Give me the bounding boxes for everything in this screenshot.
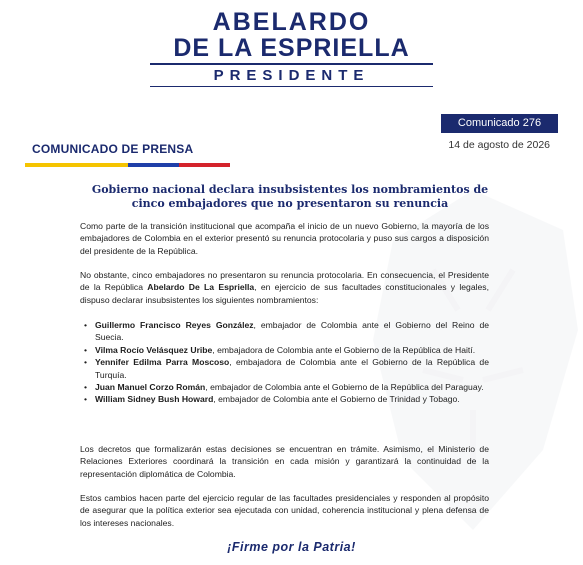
paragraph-3: Los decretos que formalizarán estas decisiones se encuentran en trámite. Asimismo, el Ministerio de Relaciones Exteriores coordinará la transición en cada misión y garantizará la continuidad de la representación diplomática de Colombia. — [80, 444, 489, 479]
logo-underline — [150, 86, 433, 87]
list-item — [95, 344, 489, 356]
communique-number-badge: Comunicado 276 — [441, 114, 558, 133]
list-item — [95, 381, 489, 393]
list-item — [95, 319, 489, 344]
headline — [80, 183, 500, 211]
flag-red-band — [179, 163, 230, 167]
ambassador-post: , embajadora de Colombia ante el Gobierno de la República de Haití. — [212, 344, 476, 355]
paragraph-1: Como parte de la transición institucional que acompaña el inicio de un nuevo Gobierno, la mayoría de los embajadores de Colombia en el exterior presentó su renuncia protocolaria y puso sus cargos a disposición del presidente de la República. — [80, 221, 489, 256]
flag-yellow-band — [25, 163, 128, 167]
closing-slogan: ¡Firme por la Patria! — [227, 540, 356, 554]
ambassador-name: Guillermo Francisco Reyes González — [95, 320, 254, 330]
logo-line-1: ABELARDO — [212, 8, 371, 36]
ambassador-post: , embajadora de Colombia ante el Gobierno de la República de Turquía. — [95, 357, 489, 380]
logo-divider — [150, 63, 433, 65]
ambassador-name: Vilma Rocío Velásquez Uribe — [95, 344, 213, 355]
headline-line-2: cinco embajadores que no presentaron su renuncia — [131, 197, 449, 210]
ambassador-list — [95, 319, 489, 406]
ambassador-name: William Sidney Bush Howard — [95, 394, 214, 405]
ambassador-post: , embajador de Colombia ante el Gobierno del Reino de Suecia. — [95, 320, 490, 343]
list-item — [95, 393, 489, 405]
colombia-flag-stripe — [25, 163, 230, 167]
headline-line-1: Gobierno nacional declara insubsistentes los nombramientos de — [91, 183, 489, 196]
paragraph-4: Estos cambios hacen parte del ejercicio regular de las facultades presidenciales y responden al propósito de asegurar que la política exterior sea ejecutada con unidad, coherencia institucional y plena defensa de los intereses nacionales. — [80, 493, 489, 528]
ambassador-name: Yennifer Edilma Parra Moscoso — [95, 357, 230, 368]
section-title: COMUNICADO DE PRENSA — [32, 142, 194, 156]
paragraph-2-text-b: , en ejercicio de sus facultades constitucionales y legales, dispuso declarar insubsistentes los siguientes nombramientos: — [80, 282, 489, 305]
ambassador-post: , embajador de Colombia ante el Gobierno de Trinidad y Tobago. — [213, 394, 460, 405]
logo-line-3: PRESIDENTE — [213, 67, 370, 84]
communique-date: 14 de agosto de 2026 — [448, 139, 550, 151]
ambassador-post: , embajador de Colombia ante el Gobierno de la República del Paraguay. — [205, 382, 484, 393]
paragraph-2-text-a: No obstante, cinco embajadores no presentaron su renuncia protocolaria. En consecuencia, el Presidente de la República — [80, 270, 489, 293]
list-item — [95, 356, 489, 381]
paragraph-2 — [80, 269, 489, 306]
flag-blue-band — [128, 163, 179, 167]
logo-line-2: DE LA ESPRIELLA — [173, 34, 410, 62]
ambassador-name: Juan Manuel Corzo Román — [95, 382, 206, 393]
president-name: Abelardo De La Espriella — [147, 282, 255, 293]
